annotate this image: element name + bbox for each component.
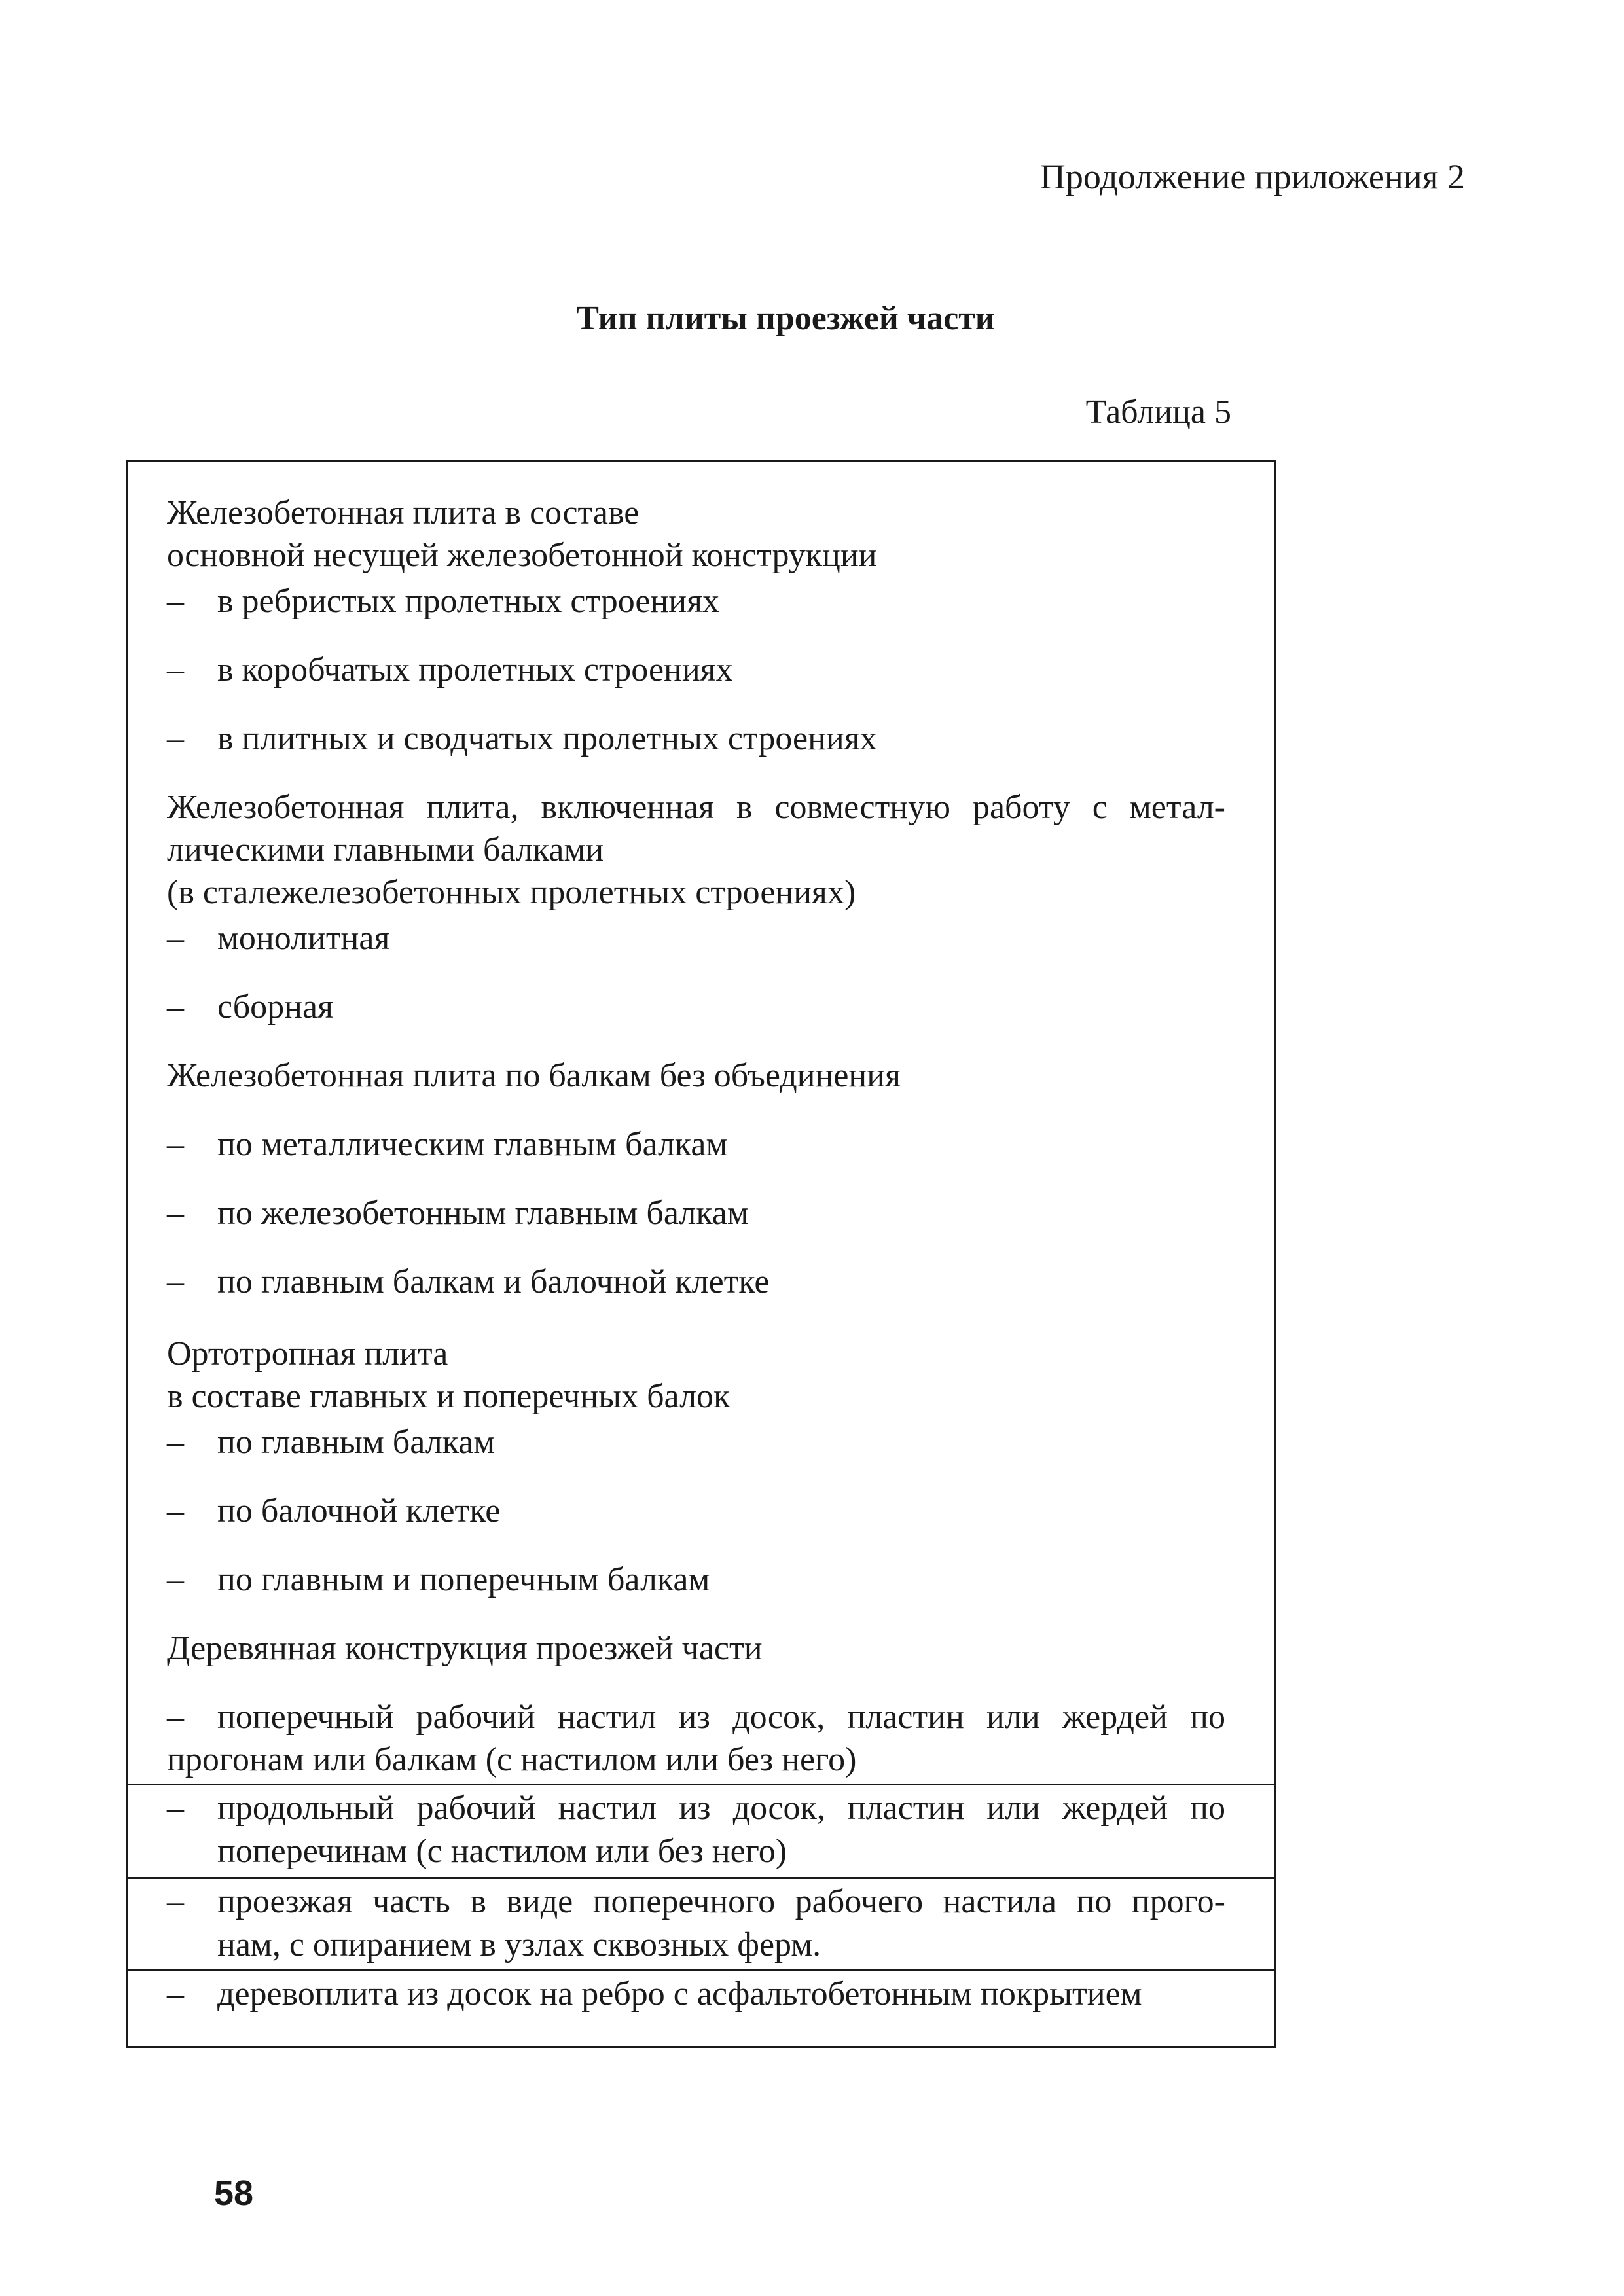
continuation-note: Продолжение приложения 2: [1039, 157, 1465, 196]
group-heading: Деревянная конструкция проезжей части: [167, 1630, 763, 1667]
list-item: по главным балкам и балочной клетке: [217, 1263, 770, 1300]
dash-bullet: –: [167, 1975, 184, 2013]
table-label: Таблица 5: [1085, 393, 1231, 431]
list-item: по металлическим главным балкам: [217, 1126, 728, 1163]
row-text: продольный рабочий настил из досок, пластин или жердей по: [217, 1789, 1225, 1827]
table: [126, 460, 1276, 2048]
table-main-cell: [128, 462, 1274, 1785]
dash-bullet: –: [167, 1561, 184, 1598]
group-heading: Ортотропная плита: [167, 1335, 448, 1372]
dash-bullet: –: [167, 988, 184, 1026]
list-item: в коробчатых пролетных строениях: [217, 651, 733, 689]
group-heading: Железобетонная плита, включенная в совместную работу с метал-: [167, 789, 1225, 826]
row-text: нам, с опиранием в узлах сквозных ферм.: [217, 1926, 821, 1964]
list-item: сборная: [217, 988, 333, 1026]
list-item: по главным балкам: [217, 1424, 496, 1461]
dash-bullet: –: [167, 1883, 184, 1920]
dash-bullet: –: [167, 1492, 184, 1530]
list-item: в плитных и сводчатых пролетных строениях: [217, 720, 877, 757]
group-heading: лическими главными балками: [167, 831, 604, 869]
group-heading: Железобетонная плита по балкам без объединения: [167, 1057, 901, 1094]
dash-bullet: –: [167, 1698, 184, 1736]
list-item: по железобетонным главным балкам: [217, 1194, 749, 1232]
page-number: 58: [214, 2174, 254, 2213]
row-text: проезжая часть в виде поперечного рабочего настила по прого-: [217, 1883, 1225, 1920]
dash-bullet: –: [167, 1424, 184, 1461]
list-item: в ребристых пролетных строениях: [217, 583, 720, 620]
dash-bullet: –: [167, 1126, 184, 1163]
table-row: [128, 1971, 1274, 2046]
group-heading: в составе главных и поперечных балок: [167, 1378, 731, 1415]
table-row: [128, 1879, 1274, 1971]
dash-bullet: –: [167, 583, 184, 620]
table-row: [128, 1785, 1274, 1879]
list-item: по главным и поперечным балкам: [217, 1561, 710, 1598]
row-text: поперечинам (с настилом или без него): [217, 1833, 787, 1870]
dash-bullet: –: [167, 1789, 184, 1827]
dash-bullet: –: [167, 1263, 184, 1300]
dash-bullet: –: [167, 720, 184, 757]
list-item: поперечный рабочий настил из досок, пластин или жердей по: [217, 1698, 1225, 1736]
list-item-continuation: прогонам или балкам (с настилом или без него): [167, 1741, 857, 1778]
group-heading: (в сталежелезобетонных пролетных строениях): [167, 874, 856, 911]
list-item: по балочной клетке: [217, 1492, 501, 1530]
document-title: Тип плиты проезжей части: [576, 300, 995, 337]
dash-bullet: –: [167, 920, 184, 957]
dash-bullet: –: [167, 651, 184, 689]
row-text: деревоплита из досок на ребро с асфальтобетонным покрытием: [217, 1975, 1142, 2013]
list-item: монолитная: [217, 920, 390, 957]
dash-bullet: –: [167, 1194, 184, 1232]
group-heading: основной несущей железобетонной конструкции: [167, 537, 877, 574]
group-heading: Железобетонная плита в составе: [167, 494, 640, 531]
